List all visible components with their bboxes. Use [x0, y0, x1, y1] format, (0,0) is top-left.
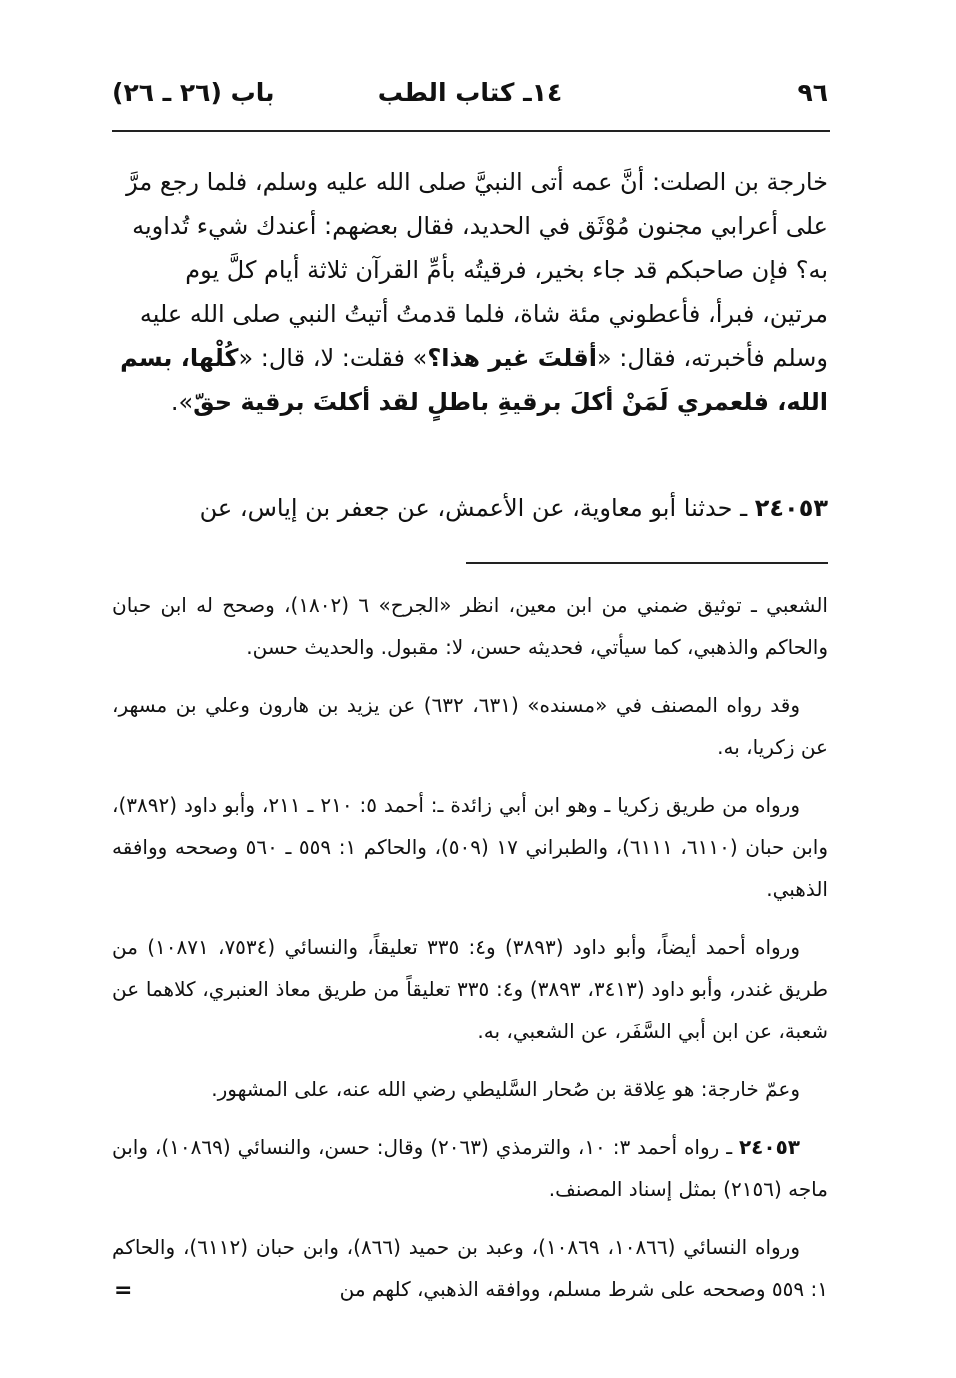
footnote-paragraph-1: الشعبي ـ توثيق ضمني من ابن معين، انظر «الجرح» ٦ (١٨٠٢)، وصحح له ابن حبان والحاكم والذهبي، كما سيأتي، فحديثه حسن، لا: مقبول. والحديث حسن. — [112, 593, 828, 659]
page-number: ٩٦ — [797, 78, 828, 107]
footnote-paragraph-2: وقد رواه المصنف في «مسنده» (٦٣١، ٦٣٢) عن يزيد بن هارون وعلي بن مسهر، عن زكريا، به. — [112, 693, 828, 759]
header-divider — [112, 130, 830, 132]
line6-end: ». — [170, 388, 194, 416]
footnote-paragraph-3: ورواه من طريق زكريا ـ وهو ابن أبي زائدة ـ: أحمد ٥: ٢١٠ ـ ٢١١، وأبو داود (٣٨٩٢)، وابن حبان (٦١١٠، ٦١١١)، والطبراني ١٧ (٥٠٩)، والحاكم ١: ٥٥٩ ـ ٥٦٠ وصححه ووافقه الذهبي. — [112, 793, 829, 901]
main-line-1: خارجة بن الصلت: أنَّ عمه أتى النبيَّ صلى الله عليه وسلم، فلما رجع مرَّ — [126, 168, 828, 196]
hadith-text: ـ حدثنا أبو معاوية، عن الأعمش، عن جعفر بن إياس، عن — [199, 494, 748, 522]
main-line-2: على أعرابي مجنون مُوْثَق في الحديد، فقال بعضهم: أعندك شيء تُداويه — [132, 212, 828, 240]
footnote-paragraph-7: ورواه النسائي (١٠٨٦٦، ١٠٨٦٩)، وعبد بن حميد (٨٦٦)، وابن حبان (٦١١٢)، والحاكم ١: ٥٥٩ وصححه على شرط مسلم، ووافقه الذهبي، كلهم من — [112, 1235, 828, 1301]
hadith-entry — [112, 486, 828, 530]
main-line-6 — [112, 380, 828, 424]
footnote-hadith-number: ٢٤٠٥٣ — [738, 1135, 801, 1159]
line5-mid: » فقلت: لا، قال: « — [238, 344, 428, 372]
footnotes — [112, 584, 828, 1326]
footnote-paragraph-6 — [112, 1126, 828, 1210]
main-line-3: به؟ فإن صاحبكم قد جاء بخير، فرقيتُه بأمِّ القرآن ثلاثة أيام كلَّ يوم — [185, 256, 828, 284]
prophet-question: أقلتَ غير هذا؟ — [427, 344, 597, 372]
main-line-4: مرتين، فبرأ، فأعطوني مئة شاة، فلما قدمتُ أتيتُ النبي صلى الله عليه — [139, 300, 828, 328]
chapter-range: باب (٢٦ ـ ٢٦) — [112, 78, 275, 107]
footnote-paragraph-6-text: ـ رواه أحمد ٣: ١٠، والترمذي (٢٠٦٣) وقال: حسن، والنسائي (١٠٨٦٩)، وابن ماجه (٢١٥٦) بمثل إسناد المصنف. — [112, 1135, 828, 1201]
book-title: ١٤ـ كتاب الطب — [377, 78, 563, 107]
line5-start: وسلم فأخبرته، فقال: « — [596, 344, 828, 372]
footnote-paragraph-5: وعمّ خارجة: هو عِلاقة بن صُحار السَّليطي رضي الله عنه، على المشهور. — [211, 1077, 800, 1101]
continuation-mark: = — [114, 1278, 133, 1303]
page-header — [112, 78, 828, 118]
footnote-divider — [466, 562, 828, 564]
prophet-answer-end: الله، فلعمري لَمَنْ أكلَ برقيةِ باطلٍ لقد أكلتَ برقية حقّ — [193, 388, 828, 416]
prophet-answer-start: كُلْها، بسم — [120, 344, 239, 372]
main-text — [112, 160, 828, 424]
hadith-number: ٢٤٠٥٣ — [754, 494, 828, 522]
main-line-5 — [112, 336, 828, 380]
footnote-paragraph-4: ورواه أحمد أيضاً، وأبو داود (٣٨٩٣) و٤: ٣٣٥ تعليقاً، والنسائي (٧٥٣٤، ١٠٨٧١) من طريق غندر، وأبو داود (٣٤١٣، ٣٨٩٣) و٤: ٣٣٥ تعليقاً من طريق معاذ العنبري، كلاهما عن شعبة، عن ابن أبي السَّفَر، عن الشعبي، به. — [112, 935, 828, 1043]
